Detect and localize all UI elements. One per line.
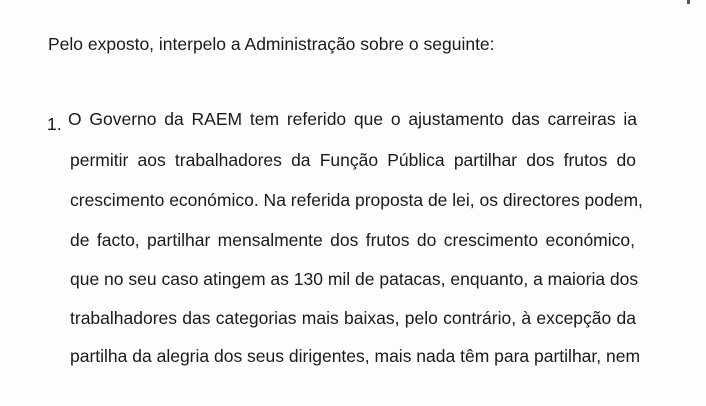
item-line-6: trabalhadores das categorias mais baixas, pelo contrário, à excepção da (70, 308, 636, 328)
item-line-2: permitir aos trabalhadores da Função Pública partilhar dos frutos do (70, 150, 636, 170)
intro-paragraph: Pelo exposto, interpelo a Administração sobre o seguinte: (48, 34, 495, 54)
item-line-4: de facto, partilhar mensalmente dos frutos do crescimento económico, (70, 230, 635, 250)
item-line-1: O Governo da RAEM tem referido que o ajustamento das carreiras ia (68, 109, 637, 129)
page-corner-mark (687, 0, 690, 4)
item-line-7: partilha da alegria dos seus dirigentes, mais nada têm para partilhar, nem (70, 346, 641, 366)
list-item-number: 1. (47, 114, 62, 134)
item-line-3: crescimento económico. Na referida proposta de lei, os directores podem, (70, 190, 643, 210)
item-line-5: que no seu caso atingem as 130 mil de patacas, enquanto, a maioria dos (70, 269, 639, 289)
